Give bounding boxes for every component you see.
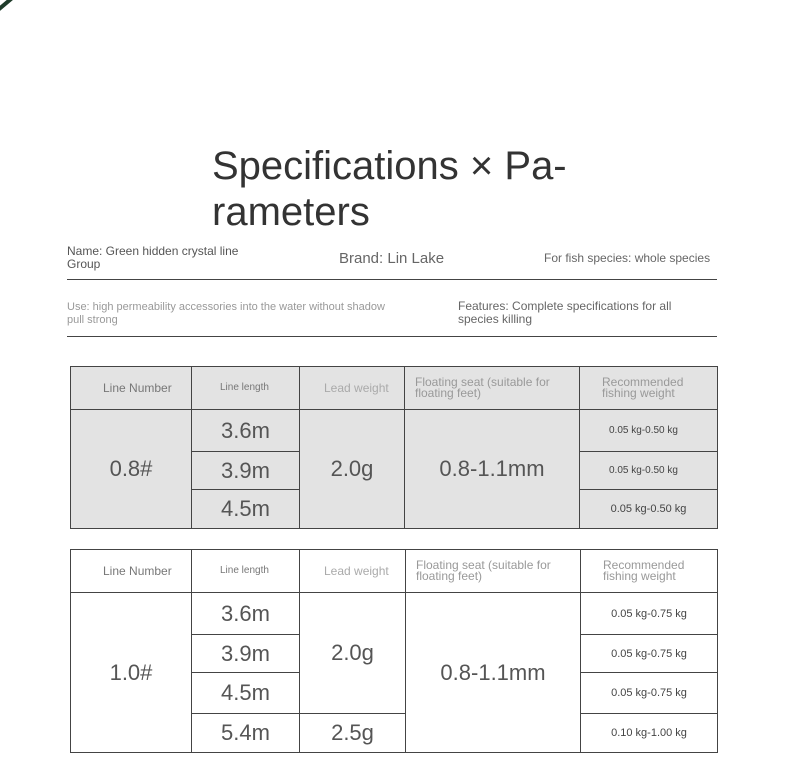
- line-length-cell: 3.9m: [192, 635, 300, 673]
- usage: Use: high permeability accessories into the water without shadow pull strong: [67, 301, 385, 326]
- brand: Brand: Lin Lake: [339, 250, 445, 267]
- line-number-cell: 1.0#: [71, 593, 192, 753]
- lead-weight-cell: 2.0g: [300, 410, 405, 529]
- line-length-cell: 3.9m: [192, 452, 300, 490]
- features: Features: Complete specifications for all species killing: [458, 299, 672, 326]
- table-row: [71, 593, 718, 635]
- page-title: Specifications × Pa- rameters: [212, 143, 567, 234]
- header-lead-weight: Lead weight: [300, 367, 405, 410]
- recommended-weight-cell: 0.05 kg-0.50 kg: [580, 452, 718, 490]
- recommended-weight-cell: 0.05 kg-0.75 kg: [581, 635, 718, 673]
- info-row-1: [67, 243, 717, 280]
- floating-seat-cell: 0.8-1.1mm: [405, 410, 580, 529]
- recommended-weight-cell: 0.05 kg-0.75 kg: [581, 593, 718, 635]
- line-length-cell: 3.6m: [192, 593, 300, 635]
- info-row-2: [67, 299, 717, 337]
- header-line-length: Line length: [192, 367, 300, 410]
- lead-weight-cell: 2.0g: [300, 593, 406, 714]
- spec-table-0.8: [70, 366, 718, 529]
- floating-seat-cell: 0.8-1.1mm: [406, 593, 581, 753]
- line-length-cell: 5.4m: [192, 714, 300, 753]
- header-floating-seat: Floating seat (suitable for floating feet): [406, 550, 581, 593]
- recommended-weight-cell: 0.05 kg-0.50 kg: [580, 490, 718, 529]
- fish-species: For fish species: whole species: [544, 251, 711, 265]
- recommended-weight-cell: 0.05 kg-0.75 kg: [581, 673, 718, 714]
- line-length-cell: 4.5m: [192, 673, 300, 714]
- header-recommended-weight: Recommended fishing weight: [580, 367, 718, 410]
- header-lead-weight: Lead weight: [300, 550, 406, 593]
- line-number-cell: 0.8#: [71, 410, 192, 529]
- header-line-number: Line Number: [71, 550, 192, 593]
- header-line-length: Line length: [192, 550, 300, 593]
- line-length-cell: 4.5m: [192, 490, 300, 529]
- corner-decoration: [0, 0, 39, 17]
- spec-table-1.0: [70, 549, 718, 753]
- header-floating-seat: Floating seat (suitable for floating feet): [405, 367, 580, 410]
- table-row: [71, 410, 718, 452]
- recommended-weight-cell: 0.05 kg-0.50 kg: [580, 410, 718, 452]
- table-header-row: [71, 550, 718, 593]
- table-header-row: [71, 367, 718, 410]
- header-recommended-weight: Recommended fishing weight: [581, 550, 718, 593]
- recommended-weight-cell: 0.10 kg-1.00 kg: [581, 714, 718, 753]
- header-line-number: Line Number: [71, 367, 192, 410]
- line-length-cell: 3.6m: [192, 410, 300, 452]
- lead-weight-cell: 2.5g: [300, 714, 406, 753]
- product-name: Name: Green hidden crystal line Group: [67, 244, 239, 271]
